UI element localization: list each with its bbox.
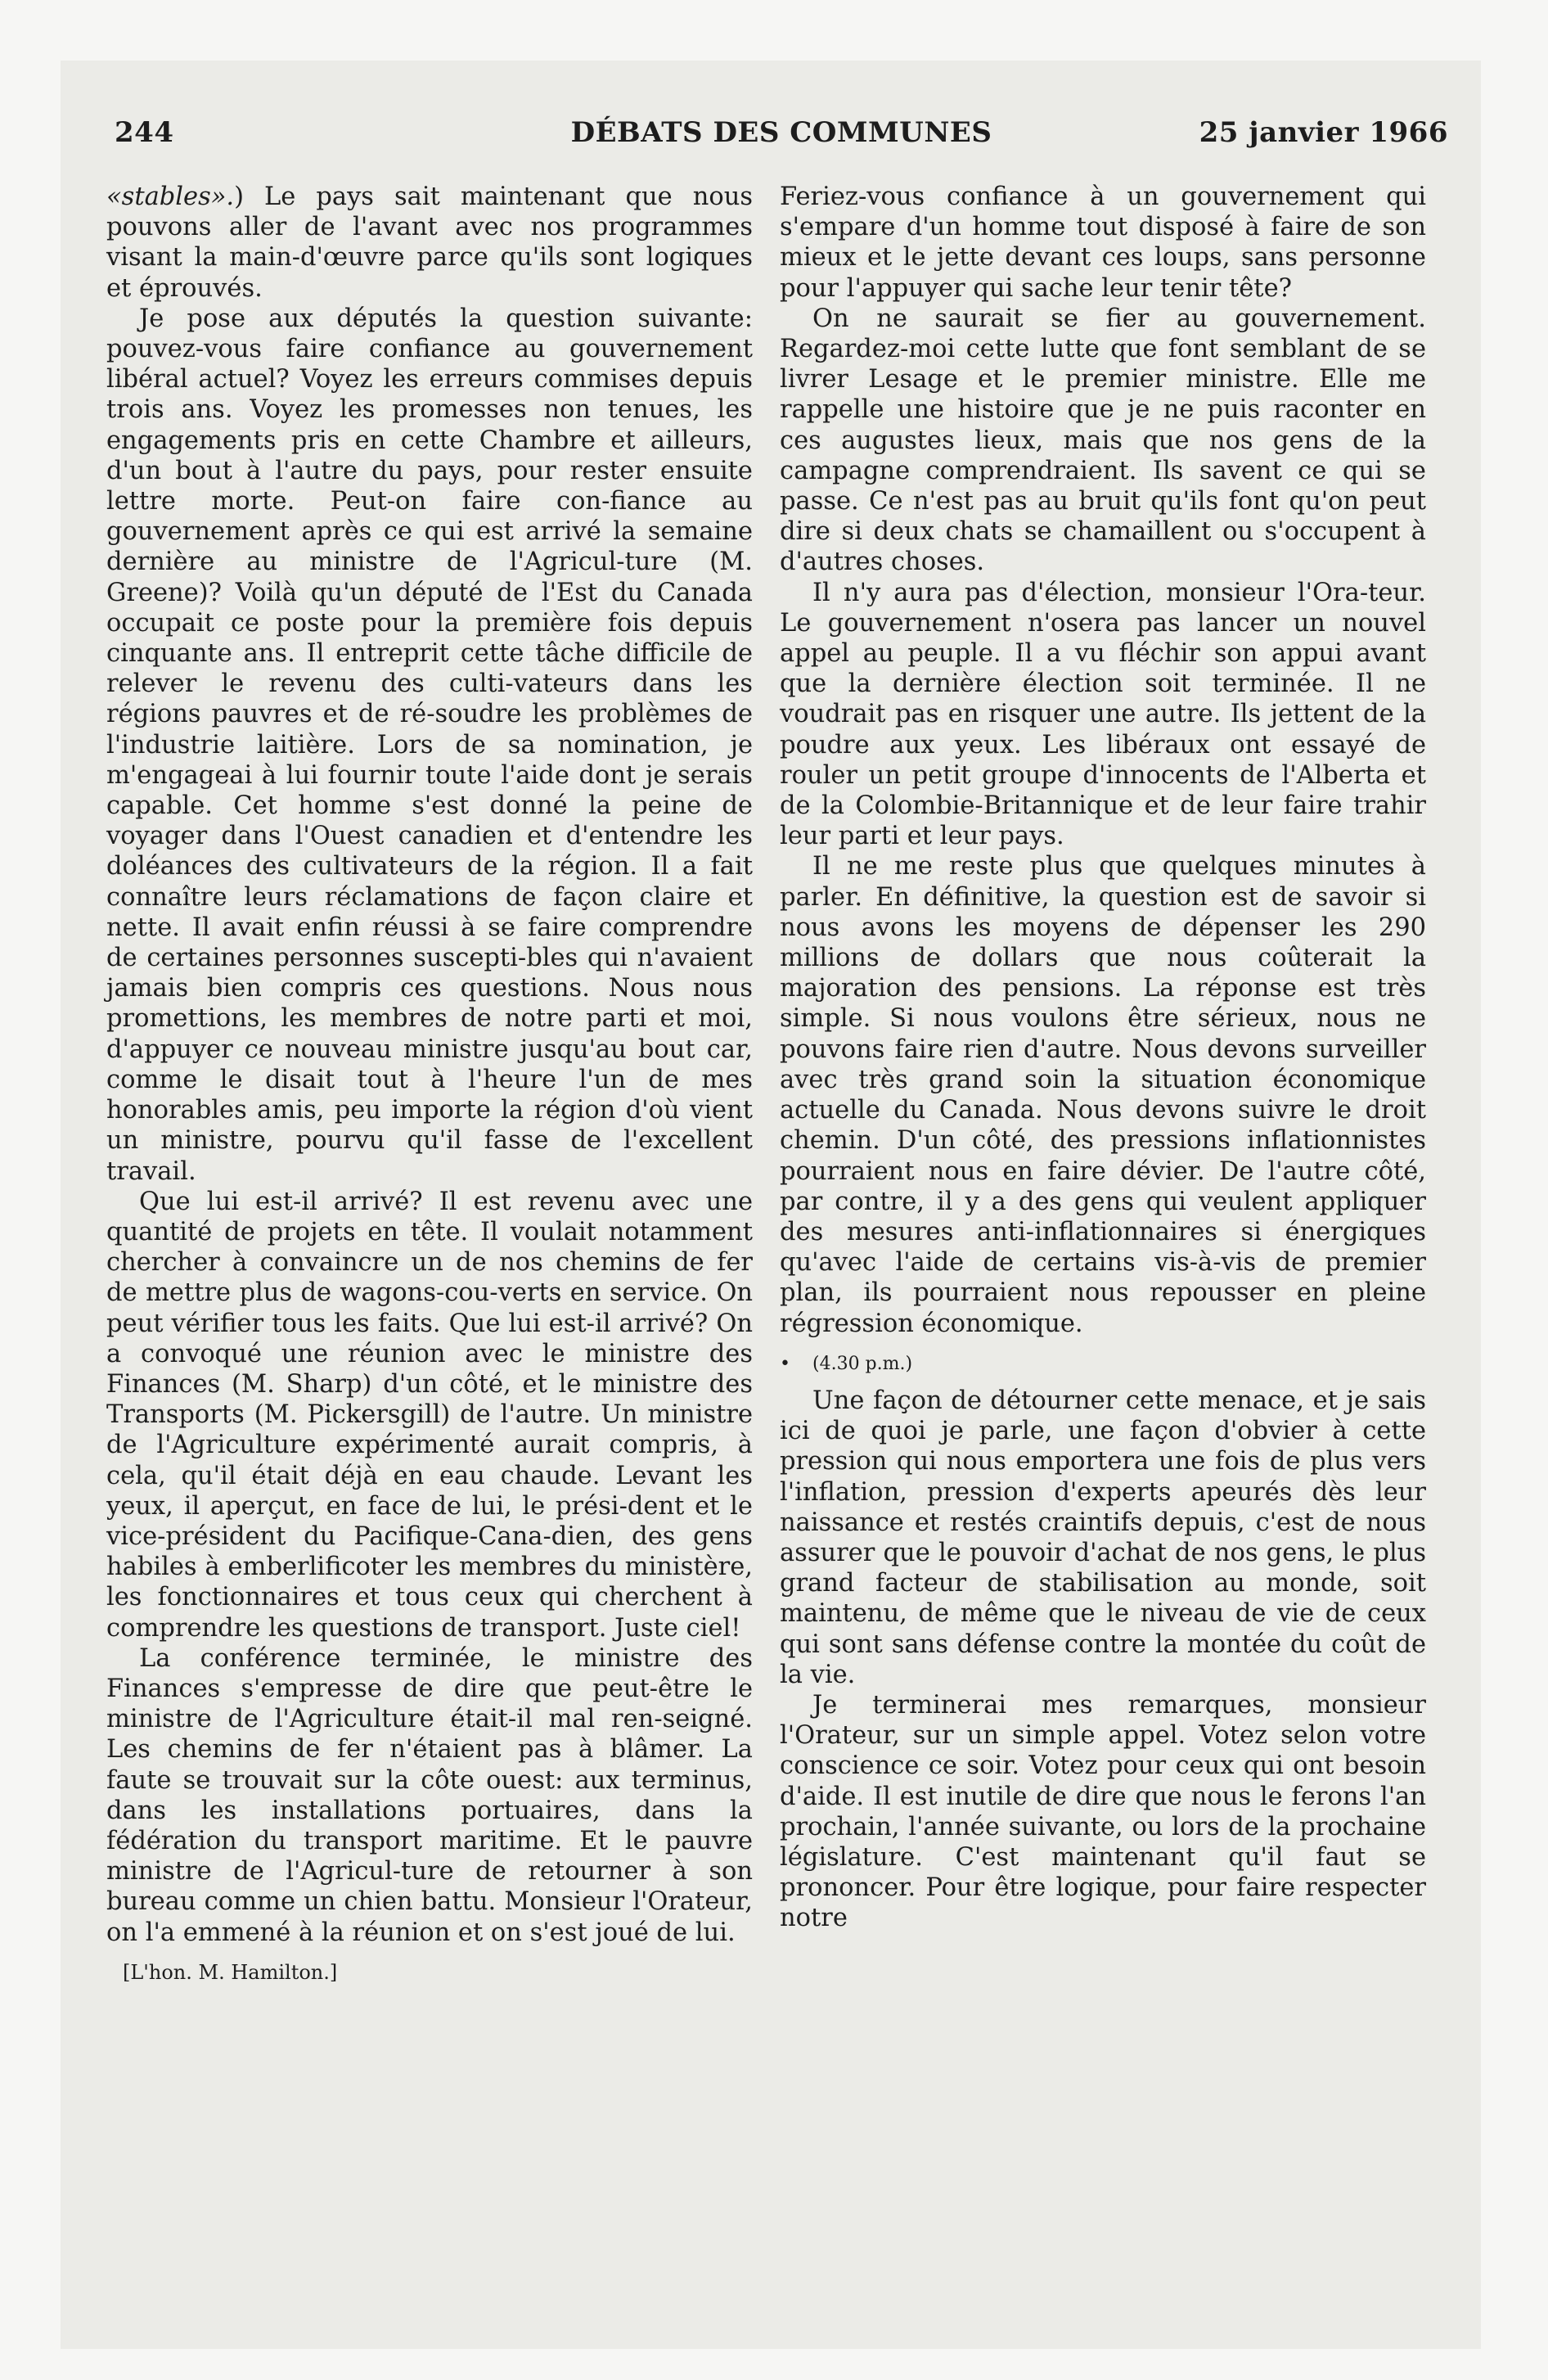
- issue-date: 25 janvier 1966: [1199, 116, 1448, 149]
- speaker-attribution: [L'hon. M. Hamilton.]: [123, 1960, 338, 1984]
- page-number: 244: [115, 116, 174, 149]
- right-column: [780, 182, 1426, 1934]
- paragraph: Je pose aux députés la question suivante: pouvez-vous faire confiance au gouvernement libéral actuel? Voyez les erreurs commises depuis trois ans. Voyez les promesses non tenues, les engagements pris en cette Chambre et ailleurs, d'un bout à l'autre du pays, pour rester ensuite lettre morte. Peut-on faire con-fiance au gouvernement après ce qui est arrivé la semaine dernière au ministre de l'Agricul-ture (M. Greene)? Voilà qu'un député de l'Est du Canada occupait ce poste pour la première fois depuis cinquante ans. Il entreprit cette tâche difficile de relever le revenu des culti-vateurs dans les régions pauvres et de ré-soudre les problèmes de l'industrie laitière. Lors de sa nomination, je m'engageai à lui fournir toute l'aide dont je serais capable. Cet homme s'est donné la peine de voyager dans l'Ouest canadien et d'entendre les doléances des cultivateurs de la région. Il a fait connaître leurs réclamations de façon claire et nette. Il avait enfin réussi à se faire comprendre de certaines personnes suscepti-bles qui n'avaient jamais bien compris ces questions. Nous nous promettions, les membres de notre parti et moi, d'appuyer ce nouveau ministre jusqu'au bout car, comme le disait tout à l'heure l'un de mes honorables amis, peu importe la région d'où vient un ministre, pourvu qu'il fasse de l'excellent travail.: [106, 304, 753, 1186]
- journal-title: DÉBATS DES COMMUNES: [570, 116, 992, 149]
- left-column: [106, 182, 753, 1988]
- paragraph: [106, 182, 753, 304]
- time-marker: [780, 1349, 1426, 1379]
- paragraph: Que lui est-il arrivé? Il est revenu avec une quantité de projets en tête. Il voulait notamment chercher à convaincre un de nos chemins de fer de mettre plus de wagons-cou-verts en service. On peut vérifier tous les faits. Que lui est-il arrivé? On a convoqué une réunion avec le ministre des Finances (M. Sharp) d'un côté, et le ministre des Transports (M. Pickersgill) de l'autre. Un ministre de l'Agriculture expérimenté aurait compris, à cela, qu'il était déjà en eau chaude. Levant les yeux, il aperçut, en face de lui, le prési-dent et le vice-président du Pacifique-Cana-dien, des gens habiles à emberlificoter les membres du ministère, les fonctionnaires et tous ceux qui cherchent à comprendre les questions de transport. Juste ciel!: [106, 1187, 753, 1643]
- bullet-icon: •: [780, 1353, 790, 1374]
- paragraph: Je terminerai mes remarques, monsieur l'Orateur, sur un simple appel. Votez selon votre conscience ce soir. Votez pour ceux qui ont besoin d'aide. Il est inutile de dire que nous le ferons l'an prochain, l'année suivante, ou lors de la prochaine législature. C'est maintenant qu'il faut se prononcer. Pour être logique, pour faire respecter notre: [780, 1690, 1426, 1933]
- paragraph: Feriez-vous confiance à un gouvernement qui s'empare d'un homme tout disposé à faire de son mieux et le jette devant ces loups, sans personne pour l'appuyer qui sache leur tenir tête?: [780, 183, 1426, 303]
- paragraph: Il ne me reste plus que quelques minutes à parler. En définitive, la question est de savoir si nous avons les moyens de dépenser les 290 millions de dollars que nous coûterait la majoration des pensions. La réponse est très simple. Si nous voulons être sérieux, nous ne pouvons faire rien d'autre. Nous devons surveiller avec très grand soin la situation économique actuelle du Canada. Nous devons suivre le droit chemin. D'un côté, des pressions inflationnistes pourraient nous en faire dévier. De l'autre côté, par contre, il y a des gens qui veulent appliquer des mesures anti-inflationnaires si énergiques qu'avec l'aide de certains vis-à-vis de premier plan, ils pourraient nous repousser en pleine régression économique.: [780, 852, 1426, 1338]
- paragraph: On ne saurait se fier au gouvernement. Regardez-moi cette lutte que font semblant de se livrer Lesage et le premier ministre. Elle me rappelle une histoire que je ne puis raconter en ces augustes lieux, mais que nos gens de la campagne comprendraient. Ils savent ce qui se passe. Ce n'est pas au bruit qu'ils font qu'on peut dire si deux chats se chamaillent ou s'occupent à d'autres choses.: [780, 304, 1426, 577]
- paragraph: Il n'y aura pas d'élection, monsieur l'Ora-teur. Le gouvernement n'osera pas lancer un nouvel appel au peuple. Il a vu fléchir son appui avant que la dernière élection soit terminée. Il ne voudrait pas en risquer une autre. Ils jettent de la poudre aux yeux. Les libéraux ont essayé de rouler un petit groupe d'innocents de l'Alberta et de la Colombie-Britannique et de leur faire trahir leur parti et leur pays.: [780, 578, 1426, 851]
- paragraph: La conférence terminée, le ministre des Finances s'empresse de dire que peut-être le ministre de l'Agriculture était-il mal ren-seigné. Les chemins de fer n'étaient pas à blâmer. La faute se trouvait sur la côte ouest: aux terminus, dans les installations portuaires, dans la fédération du transport maritime. Et le pauvre ministre de l'Agricul-ture de retourner à son bureau comme un chien battu. Monsieur l'Orateur, on l'a emmené à la réunion et on s'est joué de lui.: [106, 1643, 753, 1947]
- page-header: [115, 116, 1448, 157]
- quoted-word: «stables».: [106, 183, 235, 211]
- time-stamp: (4.30 p.m.): [812, 1353, 913, 1374]
- paragraph: Une façon de détourner cette menace, et je sais ici de quoi je parle, une façon d'obvier à cette pression qui nous emportera une fois de plus vers l'inflation, pression d'experts apeurés dès leur naissance et restés craintifs depuis, c'est de nous assurer que le pouvoir d'achat de nos gens, le plus grand facteur de stabilisation au monde, soit maintenu, de même que le niveau de vie de ceux qui sont sans défense contre la montée du coût de la vie.: [780, 1386, 1426, 1689]
- paragraph-text: ) Le pays sait maintenant que nous pouvons aller de l'avant avec nos programmes visant la main-d'œuvre parce qu'ils sont logiques et éprouvés.: [106, 183, 753, 303]
